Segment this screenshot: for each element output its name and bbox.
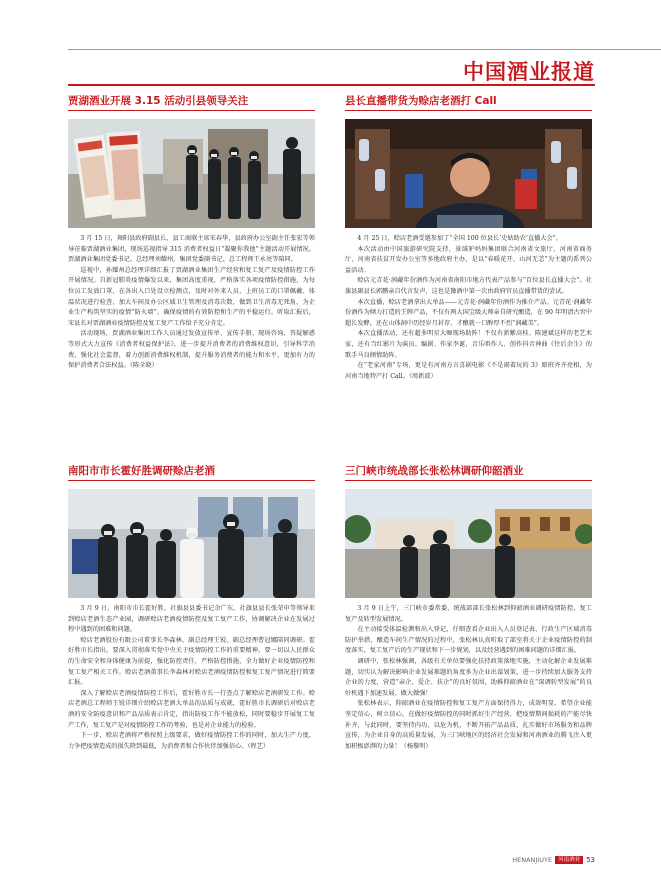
paragraph: 调研中，张松林强调，各级有关单位要强化扶持政策落地实施，主动化解企业发展难题，切实认为解决影响企业发展难题的角度多为企业出谋划策，进一步持续加大服务支持企业的力度，营造“亲企、爱企、扶企”的良好氛围，助推仰韶酒业在“深调转型发展”的良好机遇下加速发展、做大做强！ [345, 657, 592, 697]
paragraph: 下一步，赊店老酒将严格按照上级要求，做好疫情防控工作的同时，加大生产力度，力争把疫情造成的损失降到最低，为消费者和合作伙伴加强信心。（程艺） [68, 732, 315, 750]
article-body [345, 234, 592, 382]
article-sanmenxia-yangshao [345, 463, 592, 752]
paragraph: 张松林表示，仰韶酒业在疫情防控和复工复产方面保持得力，成效明显，希望企业能坚定信心，树立信心，在做好疫情防控的同时抓好生产经营，把疫情期间损耗的产能尽快补齐，与此同时，要坚持内功、以危为机，不断开拓产品品质，扎实做好市场服务和品牌宣传，为企业自身的高质量发展，为三门峡地区的经济社会发展和河南酒业的腾飞注入更加积极澎湃的力量！（杨黎明） [345, 700, 592, 750]
article-jiahu [68, 93, 315, 372]
article-photo [68, 119, 315, 228]
paragraph: 3 月 15 日，舞阳县政府副县长、县工商联主席宋春华，县政府办公室副主任张宏等领导莅临贾湖酒业集团，现场巡视指导 315 消费者权益日“凝聚你我他”主题活动开展情况。贾湖酒业集团党委书记、总经理刘耀州，集团党委副书记、总工程师王永亮等陪同。 [68, 235, 315, 264]
paragraph: 赊店老酒股份有限公司董事长李森林、副总经理王锐、副总经理曹冠娜陪同调研。霍好胜市长指出，要深入贯彻落实党中央关于疫情防控工作的重要精神，要一切以人民群众的生命安全和身体健康为前提，强化防控责任，严格防控措施，全力做好企业疫情防控和复工复产相关工作。赊店老酒董事长李森林对赊店老酒疫情防控和复工复产情况进行简要汇报。 [68, 636, 315, 687]
paragraph: 在主动接受体温检测和出入登记，仔细查看企业出入人员登记表、行政生产区域消毒防护举措、酿造车间生产情况的过程中，张松林认真听取了部室将关于企业疫情防控的制度落实、复工复产后的生产现状和下一步规划，以及经营遇到的困难问题的详细汇报。 [345, 626, 592, 655]
page-footer [512, 856, 595, 864]
article-title: 县长直播带货为赊店老酒打 Call [345, 93, 592, 111]
paragraph: 本次直播，赊店老酒拿出大单品——元青花·润藏年份酒作为推介产品。元青花·润藏年份酒作为倾力打造的王牌产品，不仅有两大国宝级大师亲自研究酿造，在 90 年明清古窖中超长发酵，还在山体洞中历经岁月封存，才酿就一口醇厚不烈“润藏美”。 [345, 298, 592, 327]
paragraph: 巡视中，孙耀州总经理详细汇报了贾湖酒业集团生产经营和复工复产及疫情防控工作开展情况。自新冠肺炎疫情爆发以来，集团高度重视，严格落实各项疫情防控措施，为每位员工发放口罩，在各出入口处设立检测点，及时对外来人员、上班员工的口罩佩戴、体温状况进行检查，加大车间及办公区域卫生管理及消毒次数，做到卫生消毒无死角，为企业生产构筑坚实的疫情“防火墙”，确保疫情的有效防控和生产的平稳运行。听取汇报后，宋县长对贾湖酒业疫情防控及复工复产工作给予充分肯定。 [68, 266, 315, 327]
section-title: 中国酒业报道 [463, 60, 595, 84]
photo-county-head-livestream [345, 119, 592, 228]
photo-officials-outdoor [68, 119, 315, 228]
section-title-underline [68, 84, 595, 86]
paragraph: 本次直播活动，还有超多明星大咖现场助阵！不仅有新紫高桂、陈建斌这样的老艺术家，还有当红影片为演员、编剧、作家李诞，音乐唱作人、创作抖音神曲《往后余生》的歌手马良倾情助阵。 [345, 330, 592, 359]
paragraph: 活动现场，贾湖酒业集团工作人员通过发放宣传单、宣传手册、现场咨询、答疑解惑等形式大力宣传《消费者权益保护法》，进一步提升消费者的消费维权意识，引导科学消费，强化社会监督，着力创新消费维权机制，提升服务消费者的能力和水平，更加有力的保护消费者合法权益。（陈全晓） [68, 330, 315, 370]
paragraph: 本次活动由中国旅游研究院支持，景域驴妈妈集团联合河南省文旅厅、河南省商务厅、河南省扶贫开发办公室等多地政府主办，是以“春暖花开，山河无恙”为主题的系列公益活动。 [345, 245, 592, 274]
paragraph: 4 月 25 日，赊店老酒受邀参加了“全国 100 位县长‘史姑助农’直播大会”。 [357, 235, 562, 242]
article-title: 三门峡市统战部长张松林调研仰韶酒业 [345, 463, 592, 481]
article-body [68, 604, 315, 752]
header-rule [68, 49, 661, 50]
magazine-badge: 河南酒业 [555, 856, 583, 864]
article-photo [68, 489, 315, 598]
article-title: 南阳市市长霍好胜调研赊店老酒 [68, 463, 315, 481]
article-photo [345, 489, 592, 598]
page-number: 53 [586, 856, 595, 864]
photo-minister-visit [345, 489, 592, 598]
paragraph: 3 月 9 日上午，三门峡市委常委、统战部部长张松林到仰韶酒业调研疫情防控、复工复产及转型发展情况。 [345, 605, 592, 623]
paragraph: 赊店元青花·润藏年份酒作为河南省南阳市地方代表产品参与“百位县长直播大会”。社旗县副县长郭鹏亲自代言发声，这也是豫酒中第一次由政府官员直播带货的尝试。 [345, 277, 592, 295]
photo-mayor-visit [68, 489, 315, 598]
article-body [68, 234, 315, 372]
magazine-name: HENANJIUYE [512, 856, 553, 864]
article-body [345, 604, 592, 752]
paragraph: 3 月 9 日，南阳市市长霍好胜、社旗县县委书记余广东、社旗县县长张荣申等领导来到赊店老酒生态产业园，调研赊店老酒疫情防控及复工复产工作，协调解决企业在发展过程中遇到的困难和问题。 [68, 605, 315, 634]
article-nanyang-mayor [68, 463, 315, 752]
paragraph: 在“老家河南”专场，更是有河南方言喜剧电影《不是闹着玩的 3》原班齐齐亮相，为河南当地特产打 Call。（周新波） [345, 362, 592, 380]
article-title: 贾湖酒业开展 3.15 活动引县领导关注 [68, 93, 315, 111]
article-shedian-livestream [345, 93, 592, 382]
article-photo [345, 119, 592, 228]
paragraph: 深入了解赊店老酒疫情防控工作后，霍好胜市长一行查点了解赊店老酒研发工作。赊店老酒总工程师王锐详细介绍赊店老酒大单品的品质与成就，霍好胜市长调研后对赊店老酒的安全防疫意识和产品品质表示肯定，指出防疫工作不能放松，同时要稳步开展复工复产工作，复工复产是对疫情防控工作的考验，也是对企业能力的检验。 [68, 689, 315, 729]
